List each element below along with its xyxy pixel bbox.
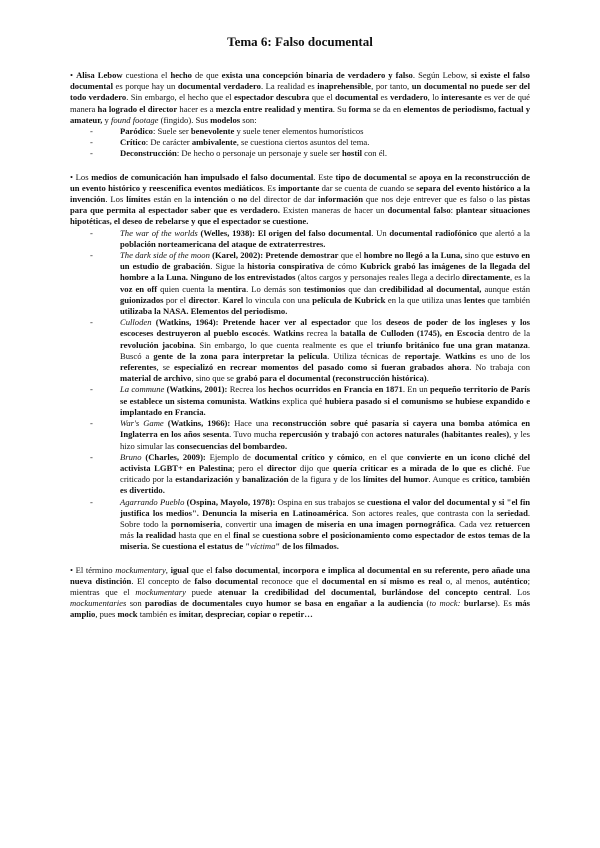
italic-text: The dark side of the moon [120, 250, 210, 261]
bold-text: atenuar la credibilidad del documental, burlándose del concepto central [217, 586, 510, 597]
bold-text: consecuencias del bombardeo. [176, 440, 288, 451]
bold-text: mezcla entre realidad y mentira [215, 103, 333, 114]
bold-text: apoya en la reconstrucción de un evento histórico y reescenifica eventos mediáticos [70, 171, 530, 193]
bold-text: estuvo en un estudio de grabación [120, 250, 530, 272]
bold-text: banalización [242, 474, 289, 485]
list-item: - Paródico: Suele ser benevolente y suele tener elementos humorísticos [70, 126, 530, 137]
film-list [70, 228, 530, 553]
bold-text: pequeño territorio de París se establece un sistema comunista [120, 384, 531, 406]
italic-text: La commune [120, 384, 165, 395]
bold-text: parodias de documentales cuyo humor se basa en engañar a la audiencia [145, 598, 424, 609]
bold-text: inaprehensible [317, 81, 372, 92]
bold-text: quería criticar es a mirada de lo que es cliché [332, 462, 512, 473]
italic-text: mockumentaries [70, 598, 127, 609]
list-item: - Crítico: De carácter ambivalente, se cuestiona ciertos asuntos del tema. [70, 137, 530, 148]
list-item: - Bruno (Charles, 2009): Ejemplo de documental crítico y cómico, en el que convierte en un icono cliché del activista LGBT+ en Palestina; pero el director dijo que quería criticar es a mirada de lo que es cliché. Fue criticado por la estandarización y banalización de la figura y de los límites del humor. Aunque es crítico, también es divertido. [70, 452, 530, 497]
bold-text: incorpora e implica al documental en su referente, pero añade una nueva distinción [70, 564, 531, 586]
bold-text: película de Kubrick [312, 294, 386, 305]
paragraph: • Alisa Lebow cuestiona el hecho de que exista una concepción binaria de verdadero y falso. Según Lebow, si existe el falso documental es porque hay un documental verdadero. La realidad es inaprehensible, por tanto, un documental no puede ser del todo verdadero. Sin embargo, el hecho que el espectador descubra que el documental es verdadero, lo interesante es ver de qué manera ha logrado el director hacer es a mezcla entre realidad y mentira. Su forma se da en elementos de periodismo, factual y amateur, y found footage (fingido). Sus modelos son: [70, 70, 531, 125]
bold-text: la realidad [136, 530, 177, 541]
bold-text: triunfo británico fue una gran matanza [376, 339, 528, 350]
list-item: - War's Game (Watkins, 1966): Hace una reconstrucción sobre qué pasaría si cayera una bomba atómica en Inglaterra en los años sesenta. Tuvo mucha repercusión y trabajó con actores naturales (habitantes reales), y les hizo simular las consecuencias del bombardeo. [70, 418, 530, 452]
bold-text: forma [348, 103, 371, 114]
bold-text: espectador descubra [234, 92, 310, 103]
list-item: - Agarrando Pueblo (Ospina, Mayolo, 1978): Ospina en sus trabajos se cuestiona el valor del documental y si "el fin justifica los medios". Denuncia la miseria en Latinoamérica. Son actores reales, que contrasta con la seriedad. Sobre todo la pornomiseria, convertir una imagen de miseria en una imagen pornográfica. Cada vez retuercen más la realidad hasta que en el final se cuestiona sobre el posicionamiento como espectador de estos temas de la miseria. Se cuestiona el estatus de "víctima" de los filmados. [70, 497, 530, 553]
list-item: - La commune (Watkins, 2001): Recrea los hechos ocurridos en Francia en 1871. En un pequeño territorio de París se establece un sistema comunista. Watkins explica qué hubiera pasado si el comunismo se hubiese expandido e implantado en Francia. [70, 384, 530, 418]
bold-text: cuestiona sobre el posicionamiento como espectador de estos temas de la miseria. Se cuestiona el estatus de " [120, 530, 530, 552]
bold-text: (Watkins, 1964): Pretende hacer ver al espectador [151, 317, 351, 328]
bold-text: documental verdadero [177, 81, 261, 92]
bold-text: material de archivo [120, 373, 192, 384]
section-media [70, 172, 530, 553]
italic-text: víctima [250, 541, 276, 552]
bold-text: tipo de documental [335, 171, 407, 182]
bold-text: lentes [464, 294, 486, 305]
document-page [70, 34, 530, 633]
bold-text: convierte en un icono cliché del activista LGBT+ en Palestina [120, 451, 530, 473]
bold-text: benevolente [190, 126, 235, 137]
bold-text: Alisa Lebow [76, 70, 123, 80]
bold-text: crítico, también es divertido. [120, 474, 530, 496]
bold-text: (Charles, 2009): [141, 451, 206, 462]
bold-text: deseos de poder de los ingleses y los escoceses destruyeron al pueblo escocés [120, 317, 530, 339]
bold-text: director [266, 462, 297, 473]
italic-text: mockumentary [135, 586, 186, 597]
bold-text: hecho [170, 70, 192, 80]
bold-text: información [318, 194, 363, 205]
bold-text: ambivalente [191, 137, 237, 148]
bold-text: no [238, 194, 248, 205]
bold-text: documental falso [387, 205, 451, 216]
italic-text: found footage [110, 114, 159, 125]
bold-text: Watkins [249, 395, 280, 406]
bold-text: población norteamericana del ataque de extraterrestres. [120, 238, 326, 249]
bold-text: directamente [461, 272, 511, 283]
italic-text: Bruno [120, 451, 142, 462]
bold-text: imagen de miseria en una imagen pornográfica [275, 518, 454, 529]
page-title: Tema 6: Falso documental [227, 34, 373, 49]
bold-text: un documental no puede ser del todo verdadero [70, 81, 530, 103]
bold-text: intención [194, 194, 229, 205]
bold-text: elementos de periodismo, factual y amateur, [70, 103, 531, 125]
bold-text: falso documental [215, 564, 278, 575]
bold-text: revolución jacobina [120, 339, 194, 350]
italic-text: The war of the worlds [120, 227, 198, 238]
list-item: - Deconstrucción: De hecho o personaje un personaje y suele ser hostil con él. [70, 148, 530, 159]
bold-text: límites [126, 194, 151, 205]
italic-text: Culloden [120, 317, 152, 328]
bold-text: (Welles, 1938): El origen del falso documental [197, 227, 372, 238]
model-list [70, 126, 530, 160]
bold-text: batalla de Culloden (1745), en Escocia [340, 328, 485, 339]
bold-text: cuestiona el valor del documental y si "el fin justifica los medios". Denuncia la miseria en Latinoamérica [120, 496, 530, 518]
bold-text: más amplio [70, 598, 530, 620]
bold-text: (Watkins, 1966): [163, 418, 231, 429]
bold-text: referentes [120, 362, 157, 373]
paragraph: • El término mockumentary, igual que el falso documental, incorpora e implica al documental en su referente, pero añade una nueva distinción. El concepto de falso documental reconoce que el documental en sí mismo es real o, al menos, auténtico; mientras que el mockumentary puede atenuar la credibilidad del documental, burlándose del concepto central. Los mockumentaries son parodias de documentales cuyo humor se basa en engañar a la audiencia (to mock: burlarse). Es más amplio, pues mock también es imitar, despreciar, copiar o repetir… [70, 564, 531, 620]
bold-text: Deconstrucción [120, 148, 177, 159]
bold-text: documental radiofónico [389, 227, 478, 238]
bold-text: seriedad [496, 507, 528, 518]
bold-text: importante [278, 182, 320, 193]
bold-text: retuercen [494, 518, 530, 529]
italic-text: mockumentary [115, 564, 166, 575]
bold-text: imitar, despreciar, copiar o repetir… [178, 609, 313, 620]
list-item: - Culloden (Watkins, 1964): Pretende hacer ver al espectador que los deseos de poder de los ingleses y los escoceses destruyeron al pueblo escocés. Watkins recrea la batalla de Culloden (1745), en Escocia dentro de la revolución jacobina. Sin embargo, lo que cuenta realmente es que el triunfo británico fue una gran matanza. Buscó a gente de la zona para interpretar la película. Utiliza técnicas de reportaje. Watkins es uno de los referentes, se especializó en recrear momentos del pasado como si fueran grabados ahora. No trabaja con material de archivo, sino que se grabó para el documental (reconstrucción histórica). [70, 317, 530, 384]
bold-text: igual [170, 564, 189, 575]
bold-text: límites del humor [363, 474, 429, 485]
bold-text: Paródico [120, 126, 153, 137]
bold-text: pornomiseria [171, 518, 221, 529]
bold-text: verdadero [390, 92, 428, 103]
bold-text: auténtico [493, 575, 528, 586]
bold-text: mock [117, 609, 138, 620]
bold-text: reportaje [404, 350, 439, 361]
bold-text: actores naturales (habitantes reales) [376, 429, 510, 440]
bold-text: " de los filmados. [275, 541, 339, 552]
bold-text: Watkins [445, 350, 476, 361]
bold-text: mentira [216, 283, 247, 294]
bold-text: hubiera pasado si el comunismo se hubiese expandido e implantado en Francia. [120, 395, 531, 417]
italic-text: Agarrando Pueblo [120, 496, 185, 507]
bold-text: director [188, 294, 218, 305]
bold-text: si existe el falso documental [70, 70, 530, 92]
bold-text: hechos ocurridos en Francia en 1871 [268, 384, 403, 395]
bold-text: credibilidad al documental, [379, 283, 482, 294]
bold-text: Crítico [120, 137, 146, 148]
bold-text: burlarse [463, 598, 495, 609]
bold-text: (Ospina, Mayolo, 1978): [184, 496, 278, 507]
bold-text: final [233, 530, 250, 541]
bold-text: documental en sí mismo es real [321, 575, 443, 586]
bold-text: voz en off [120, 283, 158, 294]
bold-text: estandarización [175, 474, 233, 485]
list-item: - The dark side of the moon (Karel, 2002): Pretende demostrar que el hombre no llegó a la Luna, sino que estuvo en un estudio de grabación. Sigue la historia conspirativa de cómo Kubrick grabó las imágenes de la llegada del hombre a la Luna. Ninguno de los entrevistados (altos cargos y personajes reales llega a decirlo directamente, es la voz en off quien cuenta la mentira. Lo demás son testimonios que dan credibilidad al documental, aunque están guionizados por el director. Karel lo vincula con una película de Kubrick en la que utiliza unas lentes que también utilizaba la NASA. Elementos del periodismo. [70, 250, 530, 317]
bold-text: interesante [441, 92, 482, 103]
bold-text: documental crítico y cómico [254, 451, 363, 462]
bold-text: (Watkins, 2001): [164, 384, 230, 395]
bold-text: Kubrick grabó las imágenes de la llegada del hombre a la Luna. Ninguno de los entrevistados [120, 261, 531, 283]
bold-text: repercusión y trabajó [279, 429, 359, 440]
bold-text: ha logrado el director [97, 103, 178, 114]
bold-text: plantear situaciones hipotéticas, el deseo de rebelarse y que el espectador se cuestione. [70, 205, 530, 227]
italic-text: to mock: [429, 598, 461, 609]
list-item: - The war of the worlds (Welles, 1938): El origen del falso documental. Un documental radiofónico que alertó a la población norteamericana del ataque de extraterrestres. [70, 228, 530, 250]
section-mockumentary [70, 565, 530, 621]
bold-text: (Karel, 2002): Pretende demostrar [209, 250, 339, 261]
bold-text: documental [335, 92, 379, 103]
bold-text: testimonios [303, 283, 346, 294]
bold-text: grabó para el documental (reconstrucción histórica) [236, 373, 427, 384]
bold-text: Karel [222, 294, 244, 305]
bold-text: gente de la zona para interpretar la película [153, 350, 328, 361]
bold-text: medios de comunicación han impulsado el falso documental [91, 171, 314, 182]
bold-text: separa del evento histórico a la invención [70, 182, 531, 205]
bold-text: Watkins [273, 328, 304, 339]
bold-text: modelos [210, 114, 241, 125]
italic-text: War's Game [120, 418, 164, 429]
bold-text: falso documental [194, 575, 259, 586]
bold-text: historia conspirativa [247, 261, 324, 272]
section-lebow [70, 70, 530, 160]
bold-text: reconstrucción sobre qué pasaría si cayera una bomba atómica en Inglaterra en los años sesenta [120, 418, 530, 440]
bold-text: guionizados [120, 294, 164, 305]
paragraph: • Los medios de comunicación han impulsado el falso documental. Este tipo de documental se apoya en la reconstrucción de un evento histórico y reescenifica eventos mediáticos. Es importante dar se cuenta de cuando se separa del evento histórico a la invención. Los límites están en la intención o no del director de dar información que nos deje entrever que es falso o las pistas para que permita al espectador saber que es verdadero. Existen maneras de hacer un documental falso: plantear situaciones hipotéticas, el deseo de rebelarse y que el espectador se cuestione. [70, 171, 531, 227]
bold-text: especializó en recrear momentos del pasado como si fueran grabados ahora [174, 362, 470, 373]
bold-text: pistas para que permita al espectador saber que es verdadero. [70, 194, 530, 216]
bold-text: exista una concepción binaria de verdadero y falso [221, 70, 413, 80]
bold-text: utilizaba la NASA. Elementos del periodismo. [120, 306, 288, 317]
bold-text: hostil [341, 148, 363, 159]
bold-text: hombre no llegó a la Luna, [363, 250, 463, 261]
